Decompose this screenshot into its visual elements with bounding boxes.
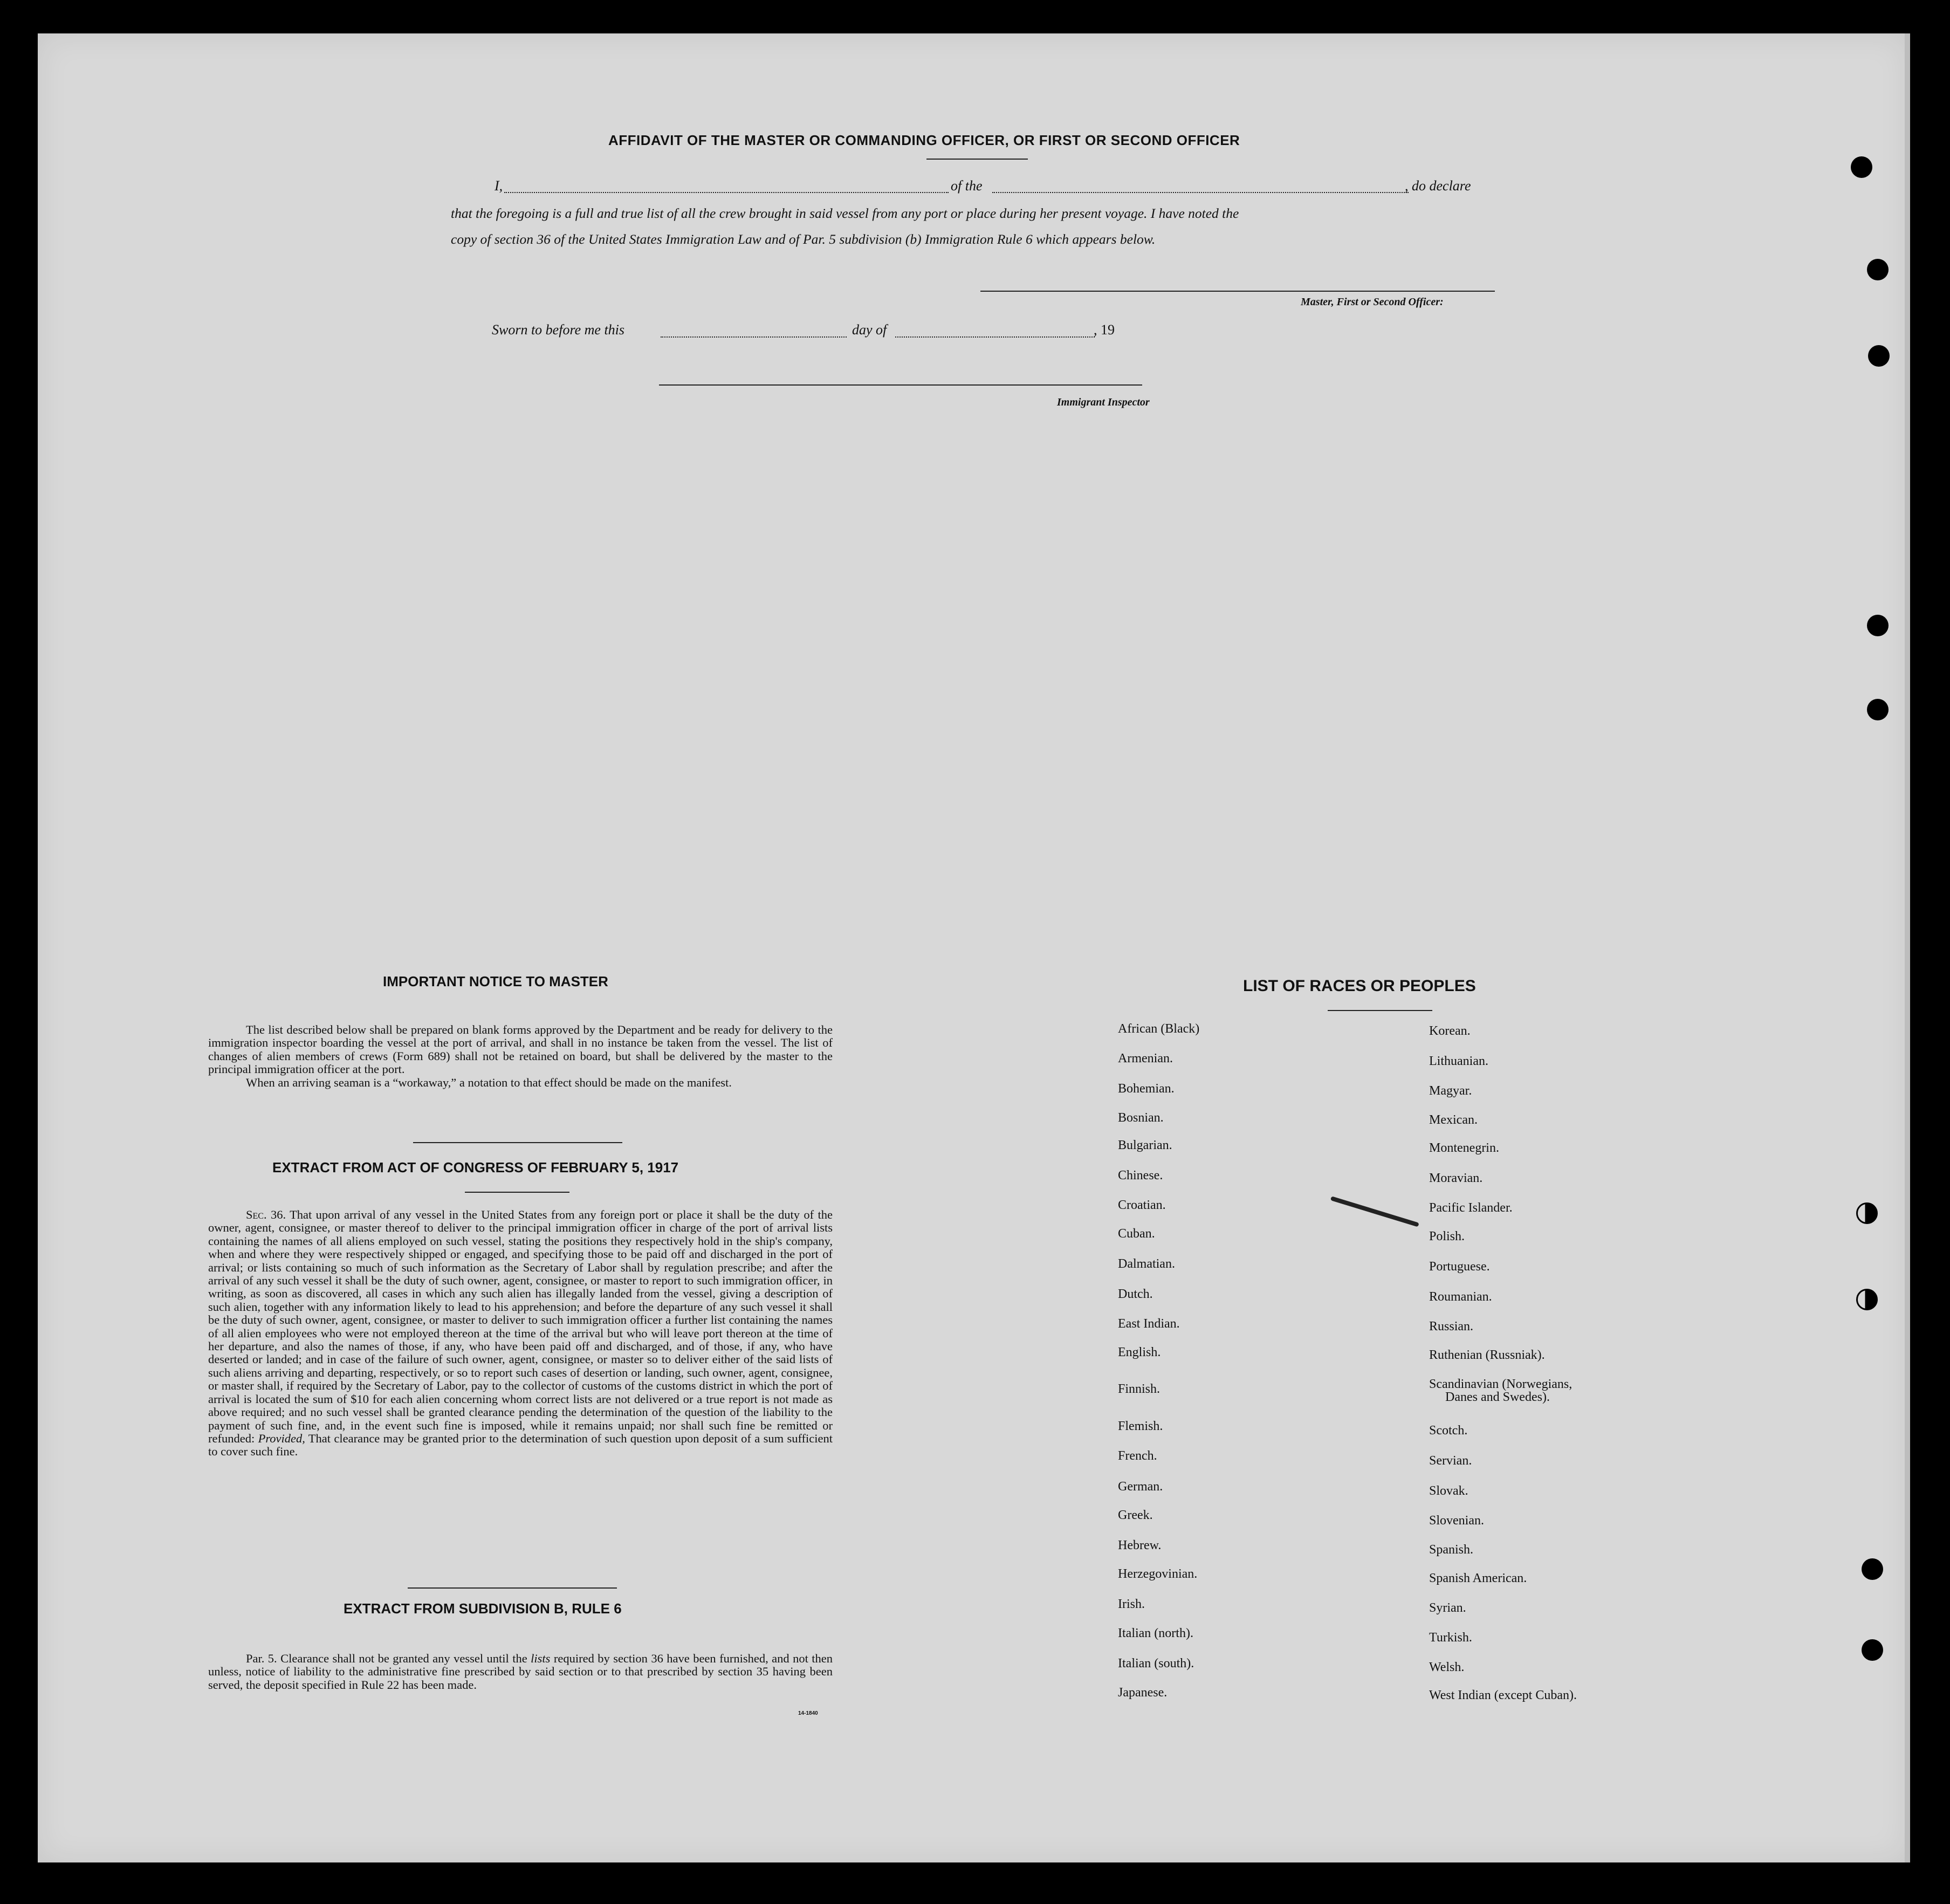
extract-act-text: That upon arrival of any vessel in the United States from any foreign port or place it shall be the duty of the owner, agent, consignee, or master thereof to deliver to the principal immigration officer in charge of the port of arrival lists containing the names of all aliens employed on such vessel, stating the positions they respectively hold in the ship's company, when and where they were respectively shipped or engaged, and specifying those to be paid off and discharged in the port of arrival; or lists containing so much of such information as the Secretary of Labor shall by regulation prescribe; and after the arrival of any such vessel it shall be the duty of such owner, agent, consignee, or master to report to such immigration officer, in writing, as soon as discovered, all cases in which any such alien has illegally landed from the vessel, giving a description of such alien, together with any information likely to lead to his apprehension; and before the departure of any such vessel it shall be the duty of such owner, agent, consignee, or master to deliver to such immigration officer a further list containing the names of all alien employees who were not employed thereon at the time of the arrival but who will leave port thereon at the time of her departure, and also the names of those, if any, who have been paid off and discharged, and of those, if any, who have deserted or landed; and in case of the failure of such owner, agent, consignee, or master so to deliver either of the said lists of such aliens arriving and departing, respectively, or so to report such cases of desertion or landing, such owner, agent, consignee, or master shall, if required by the Secretary of Labor, pay to the collector of customs of the customs district in which the port of arrival is located the sum of $10 for each alien concerning whom correct lists are not delivered or a true report is not made as above required; and no such vessel shall be granted clearance pending the determination of the question of the liability to the payment of such fine, and, in the event such fine is imposed, while it remains unpaid; nor shall such fine be remitted or refunded: — [208, 1208, 833, 1445]
punch-hole — [1867, 259, 1889, 280]
divider — [413, 1142, 622, 1143]
race-item: Japanese. — [1118, 1686, 1168, 1700]
notice-body — [208, 1023, 833, 1089]
race-item: Greek. — [1118, 1508, 1153, 1522]
race-item: Irish. — [1118, 1597, 1145, 1611]
extract-rule-title: EXTRACT FROM SUBDIVISION B, RULE 6 — [344, 1600, 622, 1617]
race-item: Slovenian. — [1429, 1514, 1484, 1528]
extract-rule-text-a: Par. 5. Clearance shall not be granted any vessel until the — [246, 1652, 527, 1665]
lists-word: lists — [531, 1652, 551, 1665]
inspector-signature-line[interactable] — [659, 384, 1142, 386]
punch-hole — [1868, 345, 1890, 367]
day-of-label: day of — [852, 322, 887, 338]
race-item: Ruthenian (Russniak). — [1429, 1348, 1545, 1362]
race-item: Croatian. — [1118, 1198, 1166, 1212]
race-item: Chinese. — [1118, 1168, 1163, 1183]
year-label: , 19 — [1094, 322, 1115, 338]
provided-label: Provided, — [258, 1431, 305, 1445]
race-item: Pacific Islander. — [1429, 1201, 1513, 1215]
affidavit-title: AFFIDAVIT OF THE MASTER OR COMMANDING OFFICER, OR FIRST OR SECOND OFFICER — [608, 132, 1240, 148]
divider — [465, 1192, 569, 1193]
master-signature-line[interactable] — [980, 291, 1495, 292]
divider — [1328, 1010, 1432, 1011]
race-item: Welsh. — [1429, 1660, 1465, 1674]
name-blank-line[interactable] — [504, 192, 949, 193]
race-item: Dutch. — [1118, 1287, 1153, 1301]
affidavit-declare-label: , do declare — [1405, 178, 1471, 194]
vessel-blank-line[interactable] — [992, 192, 1409, 193]
race-item: Flemish. — [1118, 1419, 1163, 1433]
race-item: Italian (south). — [1118, 1656, 1194, 1671]
race-item: Scotch. — [1429, 1424, 1468, 1438]
punch-hole — [1856, 1202, 1878, 1224]
race-item: Dalmatian. — [1118, 1257, 1175, 1271]
race-item: German. — [1118, 1480, 1163, 1494]
race-item: Finnish. — [1118, 1382, 1161, 1396]
notice-title: IMPORTANT NOTICE TO MASTER — [383, 973, 608, 989]
race-item: Italian (north). — [1118, 1626, 1193, 1640]
race-item: Polish. — [1429, 1229, 1465, 1243]
extract-act-paragraph — [208, 1208, 833, 1459]
race-item: Mexican. — [1429, 1113, 1478, 1127]
sworn-day-blank-line[interactable] — [661, 336, 847, 338]
form-number: 14-1840 — [798, 1710, 818, 1716]
race-item: Russian. — [1429, 1319, 1474, 1334]
race-item: Spanish. — [1429, 1543, 1474, 1557]
race-item: Roumanian. — [1429, 1290, 1492, 1304]
notice-paragraph: When an arriving seaman is a “workaway,” a notation to that effect should be made on the manifest. — [246, 1075, 732, 1089]
race-item: Magyar. — [1429, 1084, 1472, 1098]
form-sheet — [38, 33, 1909, 1862]
extract-act-body — [208, 1208, 833, 1459]
divider — [408, 1587, 617, 1589]
race-item: Scandinavian (Norwegians, — [1429, 1377, 1573, 1391]
race-item: Lithuanian. — [1429, 1054, 1488, 1068]
inspector-caption: Immigrant Inspector — [1057, 396, 1150, 408]
divider — [926, 159, 1028, 160]
punch-hole — [1856, 1289, 1878, 1310]
races-title: LIST OF RACES OR PEOPLES — [1243, 977, 1476, 995]
extract-rule-body — [208, 1652, 833, 1692]
master-caption: Master, First or Second Officer: — [1301, 296, 1444, 308]
section-label: Sec. 36. — [246, 1208, 286, 1221]
race-item: Cuban. — [1118, 1227, 1155, 1241]
race-item: French. — [1118, 1449, 1157, 1463]
affidavit-text-line: that the foregoing is a full and true list of all the crew brought in said vessel from any port or place during her present voyage. I have noted the — [451, 205, 1239, 221]
race-item: Montenegrin. — [1429, 1141, 1499, 1155]
extract-act-text-end: That clearance may be granted prior to the determination of such question upon deposit of a sum sufficient to cover such fine. — [208, 1431, 833, 1459]
extract-rule-paragraph — [208, 1652, 833, 1692]
punch-hole — [1867, 699, 1889, 720]
race-item: Herzegovinian. — [1118, 1567, 1198, 1581]
race-item: Bulgarian. — [1118, 1138, 1172, 1152]
race-item: English. — [1118, 1345, 1161, 1359]
notice-paragraph: The list described below shall be prepared on blank forms approved by the Department and be ready for delivery to the immigration inspector boarding the vessel at the port of arrival, and shall in no instance be taken from the vessel. The list of changes of alien members of crews (Form 689) shall not be retained on board, but shall be delivered by the master to the principal immigration officer at the port. — [208, 1023, 833, 1076]
race-item: Spanish American. — [1429, 1571, 1527, 1585]
punch-hole — [1862, 1639, 1883, 1661]
affidavit-i-label: I, — [495, 178, 503, 194]
sworn-label: Sworn to before me this — [492, 322, 625, 338]
race-item: Danes and Swedes). — [1445, 1390, 1550, 1404]
extract-rule-text-b: required by section 36 have been furnished, and not then unless, notice of liability to the administrative fine prescribed by said section or to that prescribed by section 35 having been served, the deposit specified in Rule 22 has been made. — [208, 1652, 833, 1692]
race-item: African (Black) — [1118, 1022, 1200, 1036]
sworn-month-blank-line[interactable] — [895, 336, 1095, 338]
race-item: Korean. — [1429, 1024, 1471, 1038]
race-item: Slovak. — [1429, 1484, 1468, 1498]
punch-hole — [1867, 615, 1889, 636]
affidavit-text-line: copy of section 36 of the United States Immigration Law and of Par. 5 subdivision (b) Immigration Rule 6 which appears below. — [451, 231, 1156, 247]
sheet-edge — [1905, 33, 1910, 1862]
race-item: Bohemian. — [1118, 1082, 1175, 1096]
punch-hole — [1851, 156, 1872, 178]
race-item: West Indian (except Cuban). — [1429, 1688, 1577, 1702]
race-item: Hebrew. — [1118, 1538, 1162, 1552]
race-item: Servian. — [1429, 1454, 1472, 1468]
race-item: Bosnian. — [1118, 1111, 1164, 1125]
race-item: Armenian. — [1118, 1051, 1173, 1066]
affidavit-of-the-label: of the — [951, 178, 983, 194]
race-item: East Indian. — [1118, 1317, 1180, 1331]
race-item: Syrian. — [1429, 1601, 1466, 1615]
race-item: Moravian. — [1429, 1171, 1483, 1185]
extract-act-title: EXTRACT FROM ACT OF CONGRESS OF FEBRUARY 5, 1917 — [272, 1159, 679, 1176]
punch-hole — [1862, 1558, 1883, 1580]
race-item: Turkish. — [1429, 1631, 1472, 1645]
race-item: Portuguese. — [1429, 1260, 1490, 1274]
